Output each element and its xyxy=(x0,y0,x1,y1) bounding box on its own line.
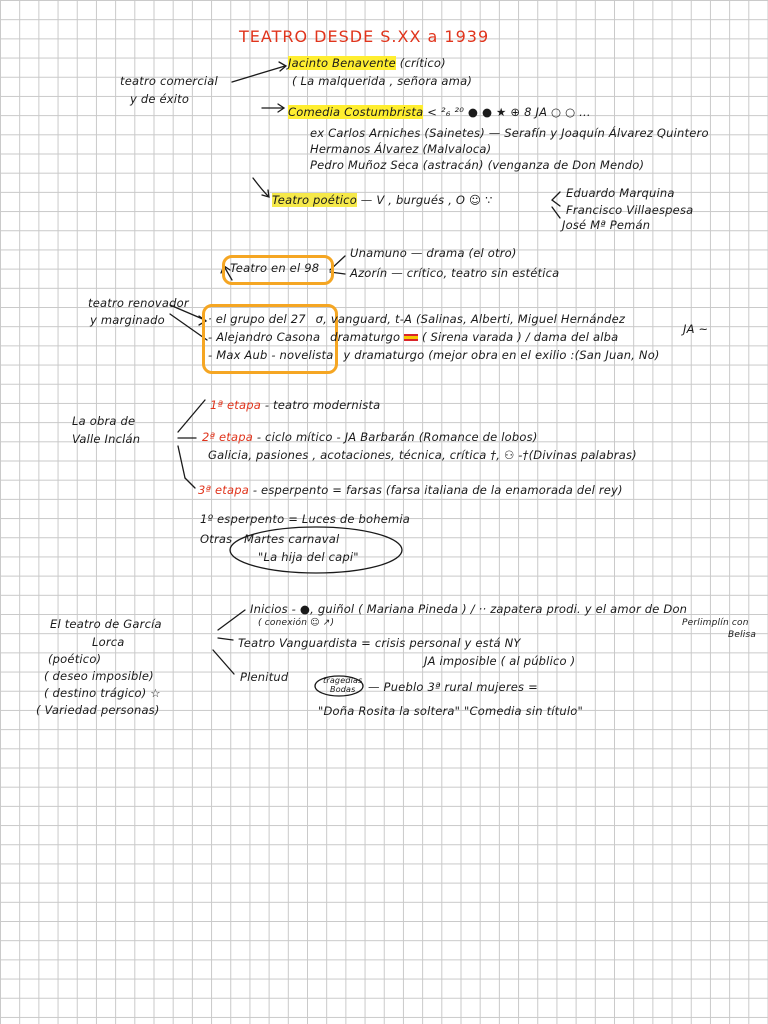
inicios-extra-3: Belisa xyxy=(728,630,757,640)
otras-oval-line-1: Martes carnaval xyxy=(244,532,340,546)
casona-extra: JA ~ xyxy=(683,322,709,336)
side-label-lorca-3: (poético) xyxy=(48,652,102,666)
aub-label: - Max Aub - novelista xyxy=(208,348,334,362)
poetico-name: Teatro poético xyxy=(272,193,357,207)
side-label-renovador-1: teatro renovador xyxy=(88,296,189,310)
casona-line xyxy=(208,330,618,344)
side-label-lorca-1: El teatro de García xyxy=(50,617,162,631)
casona-rest-b: ( Sirena varada ) / dama del alba xyxy=(422,330,619,344)
poetico-rest: — V , burgués , O ☺ ∵ xyxy=(360,193,493,207)
stage-3-line xyxy=(198,483,623,497)
casona-label: - Alejandro Casona xyxy=(208,330,321,344)
vanguardista-line: Teatro Vanguardista = crisis personal y está NY xyxy=(238,636,521,650)
stage-2-label: 2ª etapa xyxy=(202,430,253,444)
page-title: TEATRO DESDE S.XX a 1939 xyxy=(239,27,490,46)
stage-2-line xyxy=(202,430,538,444)
benavente-line xyxy=(288,56,446,70)
stage-2-line-2: Galicia, pasiones , acotaciones, técnica, crítica †, ⚇ -†(Divinas palabras) xyxy=(208,448,637,462)
stage-1-rest: - teatro modernista xyxy=(264,398,381,412)
spain-flag-icon xyxy=(404,334,418,341)
costumbrista-line-2: Hermanos Álvarez (Malvaloca) xyxy=(310,142,492,156)
poetico-author-1: Eduardo Marquina xyxy=(566,186,675,200)
costumbrista-line xyxy=(288,105,591,119)
side-label-renovador-2: y marginado xyxy=(90,313,165,327)
otras-oval-line-2: "La hija del capi" xyxy=(258,550,359,564)
costumbrista-name: Comedia Costumbrista xyxy=(288,105,424,119)
inicios-extra-1: ( conexión ☺ ↗) xyxy=(258,618,335,628)
aub-line xyxy=(208,348,660,362)
plenitud-oval-1: tragedias xyxy=(323,676,363,685)
side-label-comercial-2: y de éxito xyxy=(130,92,190,106)
stage-3-label: 3ª etapa xyxy=(198,483,249,497)
side-label-lorca-6: ( Variedad personas) xyxy=(36,703,160,717)
plenitud-rest: — Pueblo 3ª rural mujeres = xyxy=(368,680,538,694)
grupo-27-line xyxy=(208,312,625,326)
stage-1-line xyxy=(210,398,380,412)
unamuno-line: Unamuno — drama (el otro) xyxy=(350,246,517,260)
side-label-lorca-2: Lorca xyxy=(92,635,125,649)
side-label-lorca-5: ( destino trágico) ☆ xyxy=(44,686,161,700)
benavente-name: Jacinto Benavente xyxy=(288,56,396,70)
costumbrista-line-1: ex Carlos Arniches (Sainetes) — Serafín y Joaquín Álvarez Quintero xyxy=(310,126,709,140)
stage-2-rest: - ciclo mítico - JA Barbarán (Romance de lobos) xyxy=(256,430,538,444)
grupo-27-label: · el grupo del 27 xyxy=(208,312,306,326)
side-label-lorca-4: ( deseo imposible) xyxy=(44,669,154,683)
plenitud-works: "Doña Rosita la soltera" "Comedia sin título" xyxy=(318,704,584,718)
plenitud-oval-2: Bodas xyxy=(330,685,356,694)
stage-3-rest: - esperpento = farsas (farsa italiana de la enamorada del rey) xyxy=(252,483,623,497)
aub-rest: y dramaturgo (mejor obra en el exilio :(San Juan, No) xyxy=(343,348,660,362)
casona-rest-a: dramaturgo xyxy=(330,330,401,344)
inicios-line: Inicios - ●, guiñol ( Mariana Pineda ) / ·· zapatera prodi. y el amor de Don xyxy=(250,602,688,616)
side-label-valle-2: Valle Inclán xyxy=(72,432,141,446)
grupo-27-rest: σ, vanguard, t-A (Salinas, Alberti, Miguel Hernández xyxy=(315,312,626,326)
box-teatro-98-label: Teatro en el 98 xyxy=(230,261,320,275)
costumbrista-symbols: < ²₆ ²⁰ ● ● ★ ⊕ 8 JA ○ ○ ... xyxy=(427,105,591,119)
esperpento-line: 1º esperpento = Luces de bohemia xyxy=(200,512,411,526)
inicios-extra-2: Perlimplín con xyxy=(682,618,749,628)
otras-prefix: Otras xyxy=(200,532,233,546)
azorin-line: Azorín — crítico, teatro sin estética xyxy=(350,266,560,280)
benavente-works: ( La malquerida , señora ama) xyxy=(292,74,473,88)
benavente-note: (crítico) xyxy=(399,56,446,70)
poetico-author-2: Francisco Villaespesa xyxy=(566,203,694,217)
plenitud-label: Plenitud xyxy=(240,670,289,684)
side-label-comercial-1: teatro comercial xyxy=(120,74,218,88)
vanguardista-line-2: JA imposible ( al público ) xyxy=(424,654,576,668)
costumbrista-line-3: Pedro Muñoz Seca (astracán) (venganza de Don Mendo) xyxy=(310,158,645,172)
poetico-line xyxy=(272,193,493,207)
poetico-author-3: José Mª Pemán xyxy=(562,218,651,232)
side-label-valle-1: La obra de xyxy=(72,414,136,428)
stage-1-label: 1ª etapa xyxy=(210,398,261,412)
